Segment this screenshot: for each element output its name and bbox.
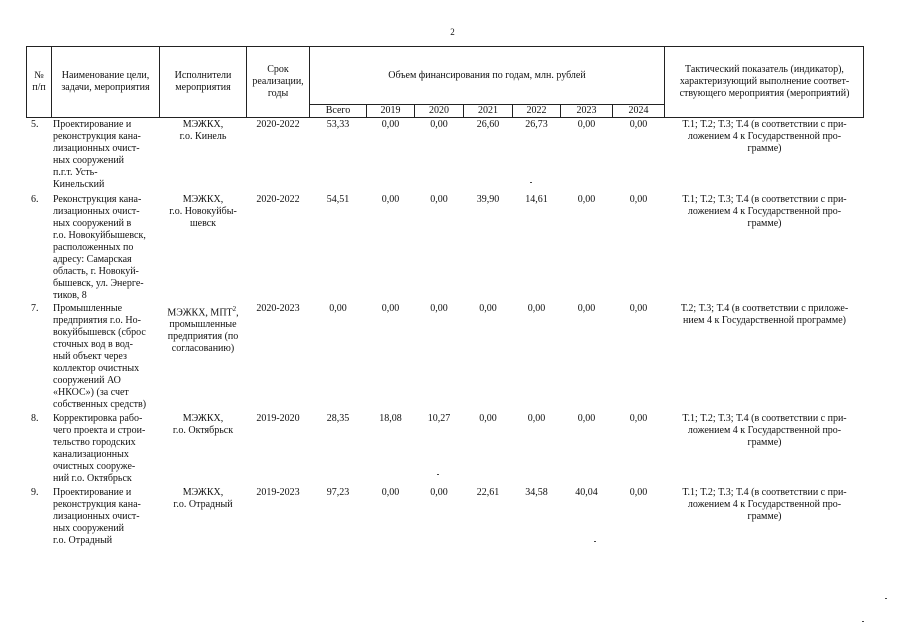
value-2020: 0,00 (430, 119, 448, 130)
header-executors: Исполнители мероприятия (174, 70, 232, 93)
value-2019: 0,00 (381, 119, 400, 130)
row-executors-main: МЭЖКХ, МПТ (167, 307, 233, 319)
scan-speck (862, 621, 864, 622)
value-2024: 0,00 (629, 303, 648, 314)
value-2019: 0,00 (381, 303, 400, 314)
row-term: 2020-2022 (256, 194, 300, 205)
row-executors: МЭЖКХ, г.о. Кинель (179, 119, 227, 142)
value-2020: 10,27 (427, 413, 451, 424)
value-2020: 0,00 (430, 194, 448, 205)
value-2024: 0,00 (629, 194, 648, 205)
value-2023: 40,04 (575, 487, 598, 498)
row-number: 6. (31, 194, 39, 205)
row-name: Корректировка рабо- чего проекта и строи- тельство городских канализационных очистных сооруже- ний г.о. Октябрьск (53, 413, 146, 484)
value-2022: 0,00 (527, 413, 546, 424)
header-name: Наименование цели, задачи, мероприятия (61, 70, 150, 93)
row-name: Реконструкция кана- лизационных очист- ных сооружений в г.о. Новокуйбышевск, расположенных по адресу: Самарская область, г. Новокуй- бышевск, ул. Энерге- тиков, 8 (53, 194, 146, 301)
row-executors: МЭЖКХ, г.о. Отрадный (173, 487, 233, 510)
value-total: 97,23 (326, 487, 350, 498)
row-term: 2019-2023 (256, 487, 300, 498)
year-header: 2020 (429, 105, 449, 116)
year-header: 2023 (576, 105, 597, 116)
row-indicator: Т.1; Т.2; Т.3; Т.4 (в соответствии с при- ложением 4 к Государственной про- грамме) (682, 487, 847, 522)
footnote-marker: 2 (232, 305, 237, 313)
row-indicator: Т.2; Т.3; Т.4 (в соответствии с приложе- нием 4 к Государственной программе) (680, 303, 849, 326)
page-number: 2 (450, 27, 455, 37)
row-executors-rest: , промышленные предприятия (по согласованию) (167, 307, 239, 355)
value-2020: 0,00 (430, 487, 448, 498)
row-name: Проектирование и реконструкция кана- лизационных очист- ных сооружений п.г.т. Усть- Кинельский (53, 119, 141, 190)
year-header: Всего (325, 105, 351, 116)
value-2021: 0,00 (479, 413, 497, 424)
row-term: 2020-2022 (256, 119, 300, 130)
scan-speck (437, 474, 439, 475)
value-total: 0,00 (329, 303, 347, 314)
row-indicator: Т.1; Т.2; Т.3; Т.4 (в соответствии с при- ложением 4 к Государственной про- грамме) (682, 194, 847, 229)
row-executors (160, 303, 246, 355)
header-indicator: Тактический показатель (индикатор), характеризующий выполнение соответ- ствующего мероприятия (мероприятий) (679, 64, 850, 99)
row-term: 2019-2020 (256, 413, 300, 424)
header-number: № п/п (32, 70, 46, 93)
value-2021: 22,61 (476, 487, 500, 498)
value-2019: 18,08 (379, 413, 402, 424)
value-2021: 39,90 (476, 194, 500, 205)
value-2024: 0,00 (629, 119, 648, 130)
scan-speck (530, 182, 532, 183)
row-number: 5. (31, 119, 39, 130)
value-2023: 0,00 (577, 303, 596, 314)
value-2019: 0,00 (381, 487, 400, 498)
value-2023: 0,00 (577, 413, 596, 424)
value-2024: 0,00 (629, 413, 648, 424)
row-term: 2020-2023 (256, 303, 300, 314)
value-2022: 34,58 (525, 487, 548, 498)
value-2023: 0,00 (577, 119, 596, 130)
value-total: 28,35 (326, 413, 350, 424)
row-name: Проектирование и реконструкция кана- лизационных очист- ных сооружений г.о. Отрадный (53, 487, 141, 546)
year-header: 2022 (526, 105, 547, 116)
value-2022: 0,00 (527, 303, 546, 314)
value-2020: 0,00 (430, 303, 448, 314)
row-number: 8. (31, 413, 39, 424)
row-executors: МЭЖКХ, г.о. Новокуйбы- шевск (169, 194, 237, 229)
year-header: 2019 (380, 105, 401, 116)
scan-speck (594, 541, 596, 542)
row-indicator: Т.1; Т.2; Т.3; Т.4 (в соответствии с при- ложением 4 к Государственной про- грамме) (682, 413, 847, 448)
row-executors: МЭЖКХ, г.о. Октябрьск (172, 413, 234, 436)
value-total: 54,51 (326, 194, 350, 205)
value-total: 53,33 (326, 119, 350, 130)
value-2021: 0,00 (479, 303, 497, 314)
value-2022: 26,73 (525, 119, 548, 130)
value-2021: 26,60 (476, 119, 500, 130)
header-funding: Объем финансирования по годам, млн. рублей (388, 70, 586, 81)
value-2022: 14,61 (525, 194, 548, 205)
year-header: 2021 (478, 105, 498, 116)
value-2024: 0,00 (629, 487, 648, 498)
scan-speck (885, 598, 887, 599)
value-2023: 0,00 (577, 194, 596, 205)
row-indicator: Т.1; Т.2; Т.3; Т.4 (в соответствии с при- ложением 4 к Государственной про- грамме) (682, 119, 847, 154)
value-2019: 0,00 (381, 194, 400, 205)
header-term: Срок реализации, годы (252, 64, 304, 99)
row-name: Промышленные предприятия г.о. Но- вокуйбышевск (сброс сточных вод в вод- ный объект через коллектор очистных сооружений АО «НКОС») (за счет собственных средств) (53, 303, 147, 410)
row-number: 9. (31, 487, 39, 498)
row-number: 7. (31, 303, 39, 314)
year-header: 2024 (628, 105, 649, 116)
